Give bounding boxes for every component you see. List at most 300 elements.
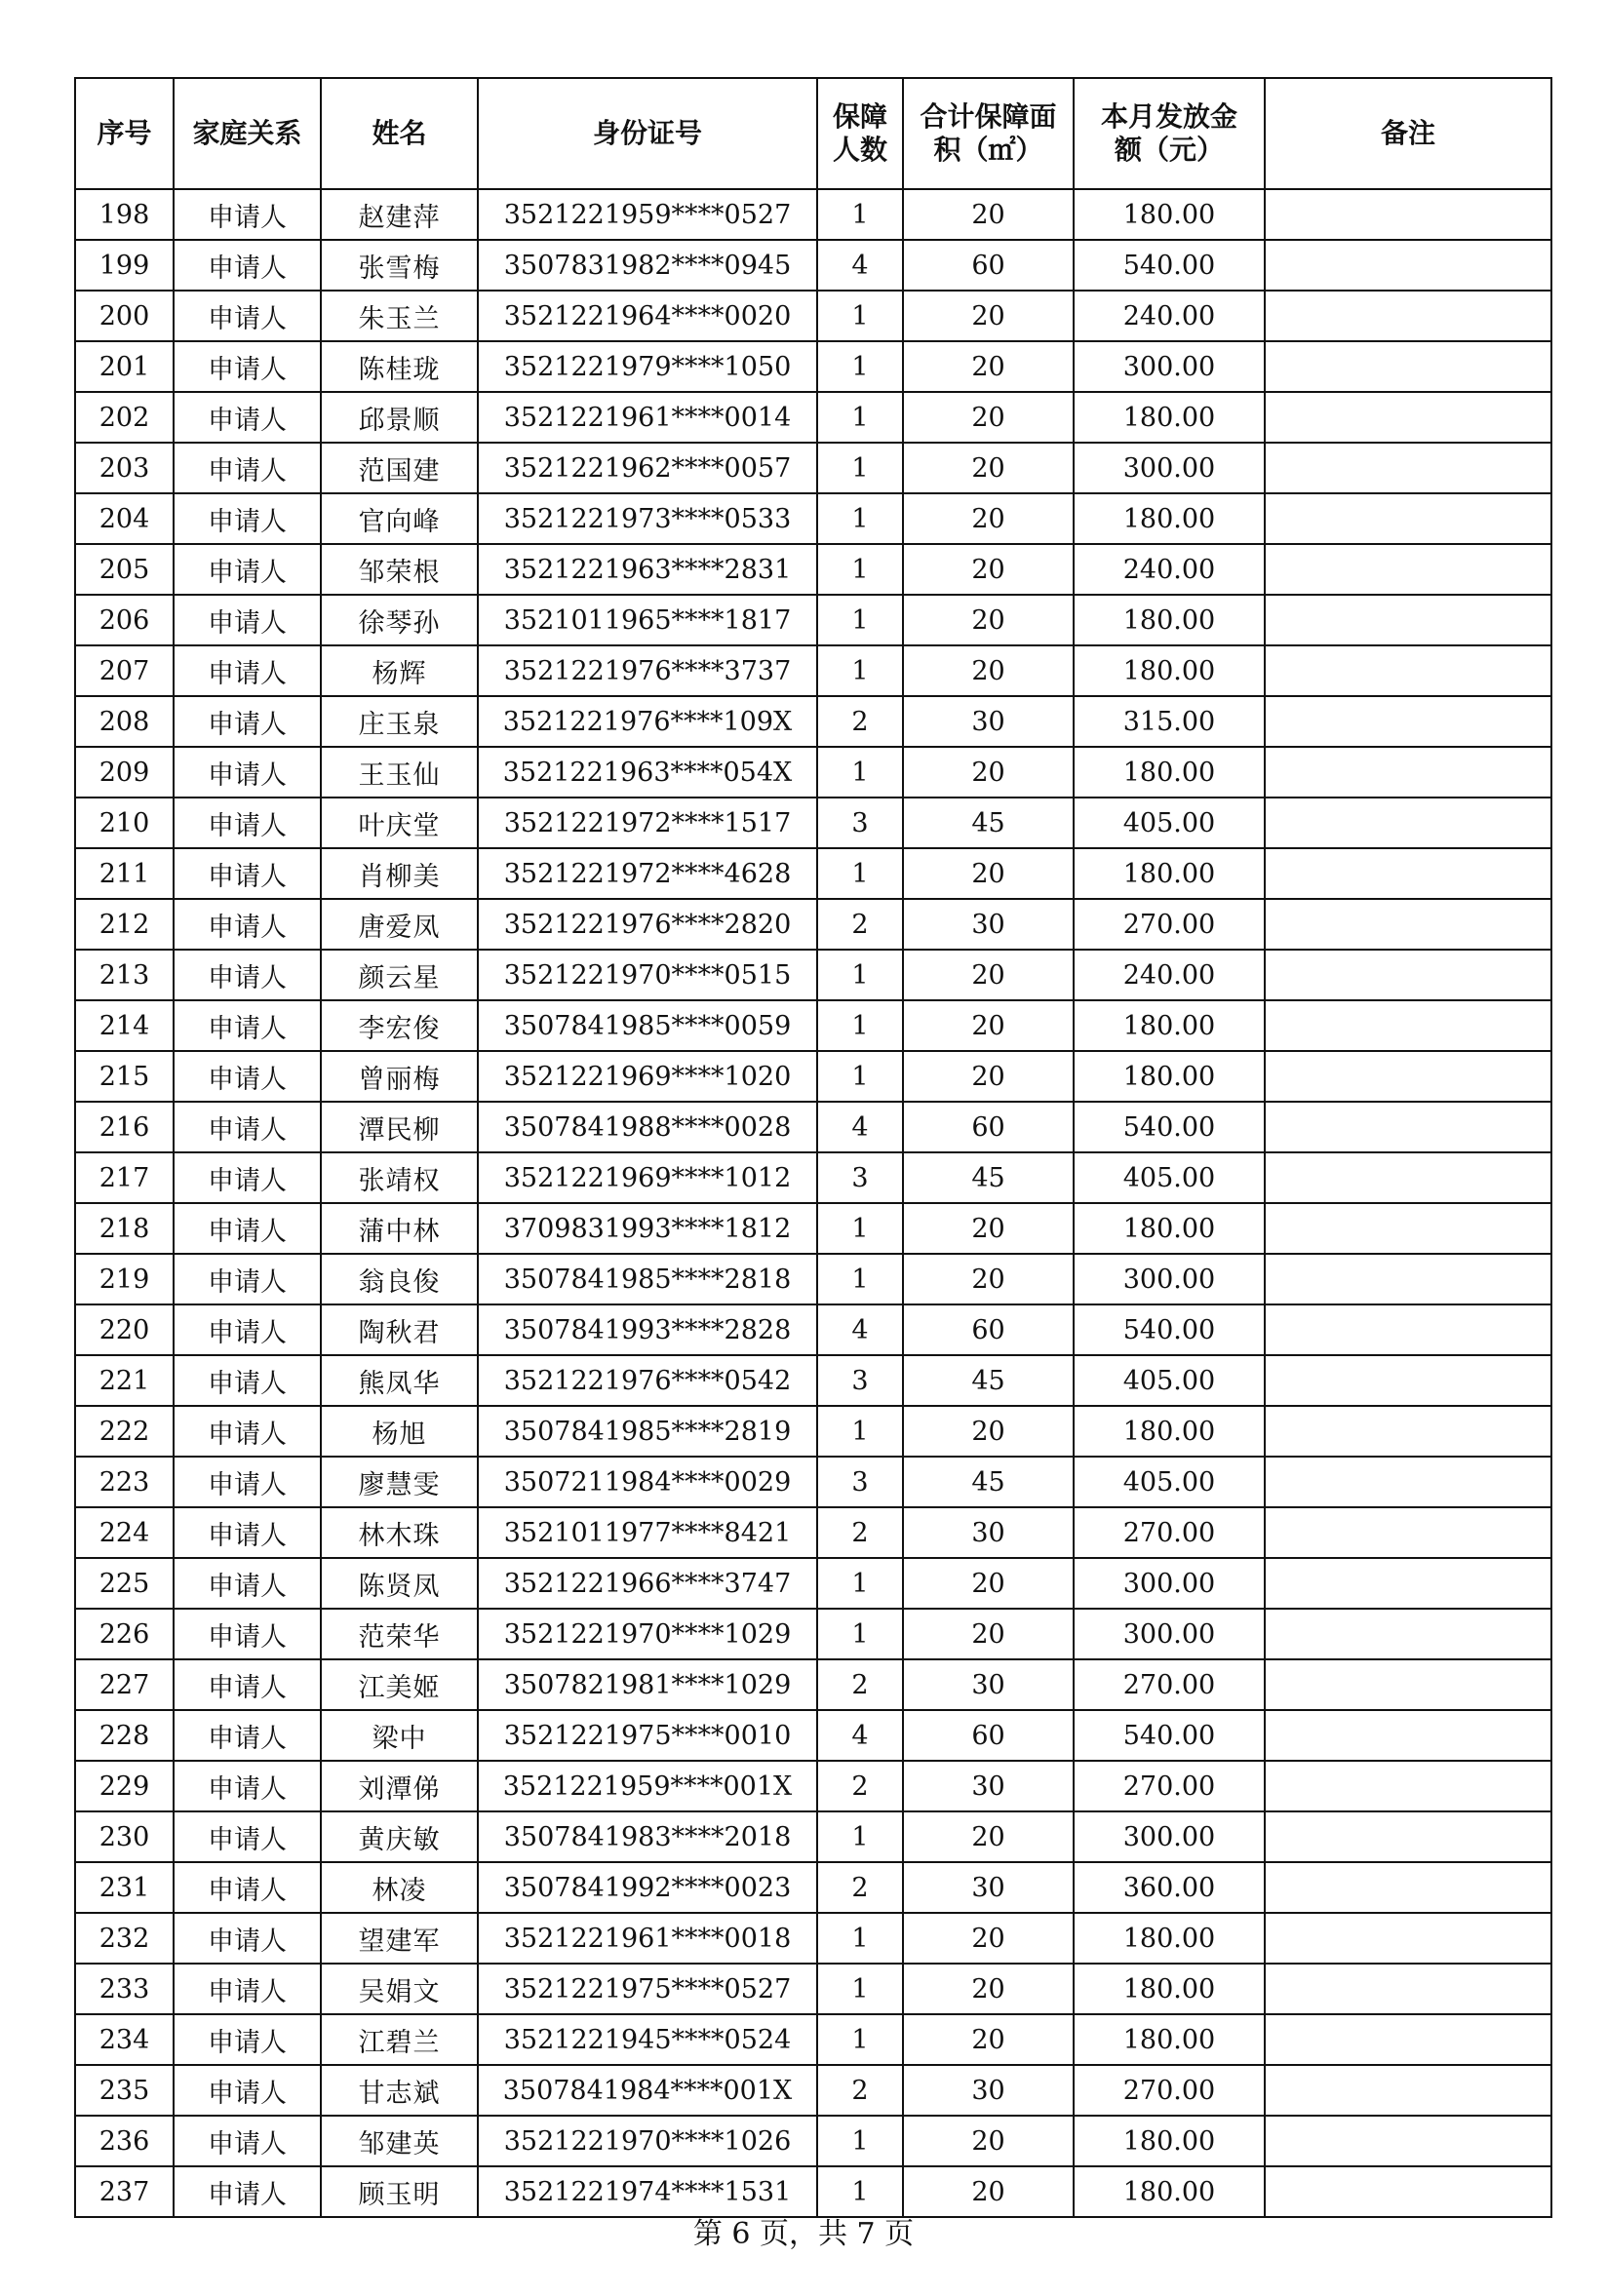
cell-id-number: 3521221970****0515 (478, 950, 817, 1000)
cell-name: 刘潭俤 (321, 1761, 478, 1811)
cell-persons: 2 (817, 1862, 903, 1913)
cell-amount: 180.00 (1074, 2116, 1265, 2166)
cell-name: 吴娟文 (321, 1964, 478, 2014)
cell-persons: 1 (817, 950, 903, 1000)
cell-relation: 申请人 (174, 950, 321, 1000)
cell-relation: 申请人 (174, 1355, 321, 1406)
cell-relation: 申请人 (174, 189, 321, 240)
cell-amount: 240.00 (1074, 950, 1265, 1000)
cell-persons: 4 (817, 1304, 903, 1355)
cell-id-number: 3521221975****0010 (478, 1710, 817, 1761)
cell-amount: 300.00 (1074, 1811, 1265, 1862)
cell-id-number: 3709831993****1812 (478, 1203, 817, 1254)
cell-persons: 1 (817, 1811, 903, 1862)
cell-id-number: 3507841985****0059 (478, 1000, 817, 1051)
cell-amount: 180.00 (1074, 645, 1265, 696)
cell-relation: 申请人 (174, 1000, 321, 1051)
cell-amount: 300.00 (1074, 1254, 1265, 1304)
cell-seq: 202 (75, 392, 174, 443)
cell-amount: 540.00 (1074, 1710, 1265, 1761)
cell-id-number: 3521221969****1012 (478, 1152, 817, 1203)
cell-name: 陈桂珑 (321, 341, 478, 392)
cell-amount: 180.00 (1074, 595, 1265, 645)
cell-amount: 405.00 (1074, 1355, 1265, 1406)
cell-persons: 1 (817, 341, 903, 392)
cell-seq: 201 (75, 341, 174, 392)
cell-seq: 216 (75, 1102, 174, 1152)
cell-area: 30 (903, 696, 1074, 747)
cell-name: 朱玉兰 (321, 291, 478, 341)
cell-name: 张雪梅 (321, 240, 478, 291)
cell-relation: 申请人 (174, 1761, 321, 1811)
cell-persons: 1 (817, 848, 903, 899)
cell-persons: 1 (817, 1913, 903, 1964)
cell-seq: 237 (75, 2166, 174, 2217)
cell-remark (1265, 2065, 1551, 2116)
cell-area: 30 (903, 1507, 1074, 1558)
cell-persons: 4 (817, 1710, 903, 1761)
cell-area: 45 (903, 1152, 1074, 1203)
cell-id-number: 3521221976****109X (478, 696, 817, 747)
cell-remark (1265, 1558, 1551, 1609)
cell-relation: 申请人 (174, 2166, 321, 2217)
cell-seq: 199 (75, 240, 174, 291)
cell-id-number: 3521221962****0057 (478, 443, 817, 493)
cell-remark (1265, 1710, 1551, 1761)
cell-relation: 申请人 (174, 1710, 321, 1761)
table-row (75, 1051, 1551, 1102)
cell-id-number: 3521221975****0527 (478, 1964, 817, 2014)
table-row (75, 1355, 1551, 1406)
cell-id-number: 3521221973****0533 (478, 493, 817, 544)
cell-area: 45 (903, 1457, 1074, 1507)
cell-persons: 1 (817, 443, 903, 493)
cell-id-number: 3521221963****054X (478, 747, 817, 798)
cell-name: 颜云星 (321, 950, 478, 1000)
cell-persons: 4 (817, 1102, 903, 1152)
cell-name: 熊凤华 (321, 1355, 478, 1406)
table-row (75, 696, 1551, 747)
cell-remark (1265, 696, 1551, 747)
table-row (75, 189, 1551, 240)
cell-area: 20 (903, 1964, 1074, 2014)
cell-name: 肖柳美 (321, 848, 478, 899)
cell-remark (1265, 291, 1551, 341)
cell-remark (1265, 544, 1551, 595)
cell-seq: 233 (75, 1964, 174, 2014)
cell-persons: 2 (817, 1761, 903, 1811)
cell-name: 林凌 (321, 1862, 478, 1913)
cell-relation: 申请人 (174, 1558, 321, 1609)
cell-id-number: 3507831982****0945 (478, 240, 817, 291)
cell-area: 60 (903, 240, 1074, 291)
cell-persons: 1 (817, 493, 903, 544)
table-row (75, 1304, 1551, 1355)
cell-persons: 1 (817, 1000, 903, 1051)
cell-name: 陈贤凤 (321, 1558, 478, 1609)
cell-area: 20 (903, 493, 1074, 544)
cell-amount: 270.00 (1074, 1507, 1265, 1558)
cell-amount: 540.00 (1074, 1102, 1265, 1152)
cell-amount: 300.00 (1074, 1609, 1265, 1659)
cell-area: 20 (903, 1913, 1074, 1964)
cell-name: 陶秋君 (321, 1304, 478, 1355)
table-row (75, 1507, 1551, 1558)
cell-seq: 222 (75, 1406, 174, 1457)
cell-relation: 申请人 (174, 2014, 321, 2065)
cell-seq: 211 (75, 848, 174, 899)
cell-seq: 213 (75, 950, 174, 1000)
cell-amount: 360.00 (1074, 1862, 1265, 1913)
cell-relation: 申请人 (174, 493, 321, 544)
table-row (75, 1000, 1551, 1051)
cell-seq: 226 (75, 1609, 174, 1659)
cell-id-number: 3521221976****0542 (478, 1355, 817, 1406)
cell-name: 江碧兰 (321, 2014, 478, 2065)
cell-seq: 220 (75, 1304, 174, 1355)
cell-area: 20 (903, 2014, 1074, 2065)
cell-remark (1265, 1355, 1551, 1406)
cell-area: 20 (903, 341, 1074, 392)
cell-name: 廖慧雯 (321, 1457, 478, 1507)
table-row (75, 1913, 1551, 1964)
header-row (75, 78, 1551, 189)
cell-name: 邱景顺 (321, 392, 478, 443)
cell-seq: 224 (75, 1507, 174, 1558)
cell-relation: 申请人 (174, 1304, 321, 1355)
cell-seq: 218 (75, 1203, 174, 1254)
cell-id-number: 3507841988****0028 (478, 1102, 817, 1152)
cell-name: 梁中 (321, 1710, 478, 1761)
cell-seq: 212 (75, 899, 174, 950)
cell-name: 叶庆堂 (321, 798, 478, 848)
table-row (75, 291, 1551, 341)
cell-id-number: 3521221979****1050 (478, 341, 817, 392)
cell-seq: 206 (75, 595, 174, 645)
cell-seq: 209 (75, 747, 174, 798)
table-row (75, 899, 1551, 950)
cell-amount: 270.00 (1074, 1659, 1265, 1710)
table-body (75, 189, 1551, 2217)
subsidy-roster-table (74, 77, 1552, 2218)
cell-area: 30 (903, 2065, 1074, 2116)
cell-area: 60 (903, 1710, 1074, 1761)
cell-remark (1265, 392, 1551, 443)
cell-remark (1265, 645, 1551, 696)
cell-name: 邹建英 (321, 2116, 478, 2166)
table-row (75, 544, 1551, 595)
cell-persons: 1 (817, 392, 903, 443)
cell-relation: 申请人 (174, 1254, 321, 1304)
cell-persons: 1 (817, 595, 903, 645)
cell-name: 张靖权 (321, 1152, 478, 1203)
cell-seq: 214 (75, 1000, 174, 1051)
cell-persons: 3 (817, 1355, 903, 1406)
cell-id-number: 3521221963****2831 (478, 544, 817, 595)
cell-id-number: 3521221945****0524 (478, 2014, 817, 2065)
cell-amount: 180.00 (1074, 1913, 1265, 1964)
cell-amount: 300.00 (1074, 1558, 1265, 1609)
cell-relation: 申请人 (174, 544, 321, 595)
cell-amount: 180.00 (1074, 2166, 1265, 2217)
table-row (75, 1152, 1551, 1203)
cell-id-number: 3521221970****1029 (478, 1609, 817, 1659)
cell-remark (1265, 1659, 1551, 1710)
cell-amount: 300.00 (1074, 443, 1265, 493)
cell-remark (1265, 240, 1551, 291)
cell-relation: 申请人 (174, 798, 321, 848)
cell-name: 杨旭 (321, 1406, 478, 1457)
table-row (75, 493, 1551, 544)
cell-persons: 4 (817, 240, 903, 291)
cell-id-number: 3521011965****1817 (478, 595, 817, 645)
table-row (75, 1761, 1551, 1811)
cell-id-number: 3507841985****2818 (478, 1254, 817, 1304)
cell-area: 20 (903, 1254, 1074, 1304)
table-row (75, 950, 1551, 1000)
cell-relation: 申请人 (174, 1862, 321, 1913)
cell-seq: 228 (75, 1710, 174, 1761)
cell-remark (1265, 1761, 1551, 1811)
cell-name: 黄庆敏 (321, 1811, 478, 1862)
cell-remark (1265, 899, 1551, 950)
table-row (75, 2116, 1551, 2166)
cell-remark (1265, 1051, 1551, 1102)
cell-area: 20 (903, 1203, 1074, 1254)
cell-area: 20 (903, 1558, 1074, 1609)
cell-amount: 270.00 (1074, 2065, 1265, 2116)
cell-persons: 1 (817, 1964, 903, 2014)
cell-amount: 270.00 (1074, 899, 1265, 950)
cell-amount: 405.00 (1074, 1152, 1265, 1203)
table-row (75, 1254, 1551, 1304)
table-row (75, 1102, 1551, 1152)
header-relation: 家庭关系 (174, 78, 321, 189)
cell-persons: 3 (817, 1457, 903, 1507)
cell-remark (1265, 798, 1551, 848)
cell-remark (1265, 1609, 1551, 1659)
cell-remark (1265, 341, 1551, 392)
table-row (75, 1964, 1551, 2014)
cell-relation: 申请人 (174, 1203, 321, 1254)
cell-relation: 申请人 (174, 291, 321, 341)
cell-seq: 225 (75, 1558, 174, 1609)
cell-amount: 405.00 (1074, 798, 1265, 848)
cell-remark (1265, 493, 1551, 544)
cell-remark (1265, 1000, 1551, 1051)
table-row (75, 1457, 1551, 1507)
table-row (75, 848, 1551, 899)
cell-amount: 180.00 (1074, 1203, 1265, 1254)
cell-amount: 315.00 (1074, 696, 1265, 747)
cell-id-number: 3507841992****0023 (478, 1862, 817, 1913)
cell-amount: 180.00 (1074, 1000, 1265, 1051)
cell-id-number: 3521221964****0020 (478, 291, 817, 341)
cell-relation: 申请人 (174, 1913, 321, 1964)
cell-amount: 240.00 (1074, 291, 1265, 341)
cell-remark (1265, 189, 1551, 240)
cell-amount: 180.00 (1074, 2014, 1265, 2065)
table-row (75, 240, 1551, 291)
cell-area: 30 (903, 1761, 1074, 1811)
cell-remark (1265, 443, 1551, 493)
cell-name: 江美姬 (321, 1659, 478, 1710)
cell-id-number: 3507211984****0029 (478, 1457, 817, 1507)
cell-name: 望建军 (321, 1913, 478, 1964)
table-row (75, 747, 1551, 798)
cell-amount: 240.00 (1074, 544, 1265, 595)
cell-area: 20 (903, 1609, 1074, 1659)
cell-persons: 1 (817, 1051, 903, 1102)
cell-id-number: 3521221966****3747 (478, 1558, 817, 1609)
cell-name: 甘志斌 (321, 2065, 478, 2116)
cell-remark (1265, 848, 1551, 899)
cell-remark (1265, 1913, 1551, 1964)
cell-persons: 1 (817, 2116, 903, 2166)
cell-area: 60 (903, 1102, 1074, 1152)
cell-area: 20 (903, 848, 1074, 899)
cell-relation: 申请人 (174, 1659, 321, 1710)
cell-seq: 204 (75, 493, 174, 544)
cell-persons: 2 (817, 696, 903, 747)
cell-name: 官向峰 (321, 493, 478, 544)
cell-remark (1265, 747, 1551, 798)
cell-id-number: 3521221970****1026 (478, 2116, 817, 2166)
cell-name: 顾玉明 (321, 2166, 478, 2217)
cell-area: 20 (903, 544, 1074, 595)
cell-name: 邹荣根 (321, 544, 478, 595)
cell-seq: 215 (75, 1051, 174, 1102)
cell-area: 30 (903, 1659, 1074, 1710)
cell-relation: 申请人 (174, 1051, 321, 1102)
cell-name: 庄玉泉 (321, 696, 478, 747)
cell-amount: 300.00 (1074, 341, 1265, 392)
cell-id-number: 3507841984****001X (478, 2065, 817, 2116)
cell-name: 王玉仙 (321, 747, 478, 798)
cell-amount: 180.00 (1074, 848, 1265, 899)
header-id-number: 身份证号 (478, 78, 817, 189)
cell-seq: 203 (75, 443, 174, 493)
cell-id-number: 3521221961****0018 (478, 1913, 817, 1964)
cell-persons: 3 (817, 798, 903, 848)
cell-remark (1265, 1862, 1551, 1913)
cell-id-number: 3521221972****1517 (478, 798, 817, 848)
table-row (75, 1710, 1551, 1761)
cell-amount: 180.00 (1074, 1051, 1265, 1102)
cell-name: 赵建萍 (321, 189, 478, 240)
cell-amount: 180.00 (1074, 1964, 1265, 2014)
table-row (75, 341, 1551, 392)
cell-name: 杨辉 (321, 645, 478, 696)
cell-area: 20 (903, 595, 1074, 645)
cell-persons: 1 (817, 645, 903, 696)
cell-relation: 申请人 (174, 696, 321, 747)
cell-amount: 270.00 (1074, 1761, 1265, 1811)
cell-area: 20 (903, 392, 1074, 443)
cell-area: 20 (903, 1811, 1074, 1862)
cell-relation: 申请人 (174, 1811, 321, 1862)
cell-relation: 申请人 (174, 2065, 321, 2116)
cell-persons: 1 (817, 2014, 903, 2065)
cell-persons: 1 (817, 189, 903, 240)
cell-area: 20 (903, 1051, 1074, 1102)
table-row (75, 2065, 1551, 2116)
table-row (75, 392, 1551, 443)
cell-relation: 申请人 (174, 1457, 321, 1507)
cell-area: 20 (903, 747, 1074, 798)
cell-persons: 1 (817, 291, 903, 341)
cell-relation: 申请人 (174, 747, 321, 798)
cell-remark (1265, 1406, 1551, 1457)
header-seq: 序号 (75, 78, 174, 189)
header-name: 姓名 (321, 78, 478, 189)
cell-area: 60 (903, 1304, 1074, 1355)
cell-amount: 180.00 (1074, 189, 1265, 240)
cell-persons: 1 (817, 1254, 903, 1304)
cell-relation: 申请人 (174, 1609, 321, 1659)
cell-name: 林木珠 (321, 1507, 478, 1558)
cell-seq: 207 (75, 645, 174, 696)
cell-seq: 210 (75, 798, 174, 848)
cell-relation: 申请人 (174, 1406, 321, 1457)
table-row (75, 1862, 1551, 1913)
cell-amount: 180.00 (1074, 392, 1265, 443)
cell-remark (1265, 2116, 1551, 2166)
cell-relation: 申请人 (174, 240, 321, 291)
cell-seq: 232 (75, 1913, 174, 1964)
cell-amount: 540.00 (1074, 240, 1265, 291)
page-number-footer: 第 6 页，共 7 页 (692, 2217, 915, 2251)
cell-name: 蒲中林 (321, 1203, 478, 1254)
cell-area: 20 (903, 2116, 1074, 2166)
header-area: 合计保障面 积（㎡） (903, 78, 1074, 189)
cell-seq: 200 (75, 291, 174, 341)
cell-relation: 申请人 (174, 899, 321, 950)
cell-seq: 236 (75, 2116, 174, 2166)
header-amount: 本月发放金 额（元） (1074, 78, 1265, 189)
cell-area: 20 (903, 645, 1074, 696)
cell-persons: 2 (817, 1659, 903, 1710)
cell-remark (1265, 950, 1551, 1000)
cell-amount: 180.00 (1074, 493, 1265, 544)
table-row (75, 645, 1551, 696)
cell-relation: 申请人 (174, 1152, 321, 1203)
cell-name: 潭民柳 (321, 1102, 478, 1152)
cell-relation: 申请人 (174, 595, 321, 645)
header-remark: 备注 (1265, 78, 1551, 189)
cell-amount: 180.00 (1074, 1406, 1265, 1457)
table-row (75, 2014, 1551, 2065)
table-row (75, 1659, 1551, 1710)
cell-id-number: 3521221959****0527 (478, 189, 817, 240)
cell-area: 20 (903, 291, 1074, 341)
cell-id-number: 3521221976****3737 (478, 645, 817, 696)
cell-id-number: 3521221969****1020 (478, 1051, 817, 1102)
cell-persons: 1 (817, 747, 903, 798)
cell-id-number: 3521221974****1531 (478, 2166, 817, 2217)
cell-area: 30 (903, 1862, 1074, 1913)
table-row (75, 1203, 1551, 1254)
cell-relation: 申请人 (174, 392, 321, 443)
cell-relation: 申请人 (174, 1964, 321, 2014)
cell-area: 20 (903, 950, 1074, 1000)
cell-relation: 申请人 (174, 1102, 321, 1152)
cell-seq: 217 (75, 1152, 174, 1203)
cell-area: 20 (903, 1406, 1074, 1457)
cell-persons: 2 (817, 899, 903, 950)
cell-id-number: 3507821981****1029 (478, 1659, 817, 1710)
cell-name: 翁良俊 (321, 1254, 478, 1304)
